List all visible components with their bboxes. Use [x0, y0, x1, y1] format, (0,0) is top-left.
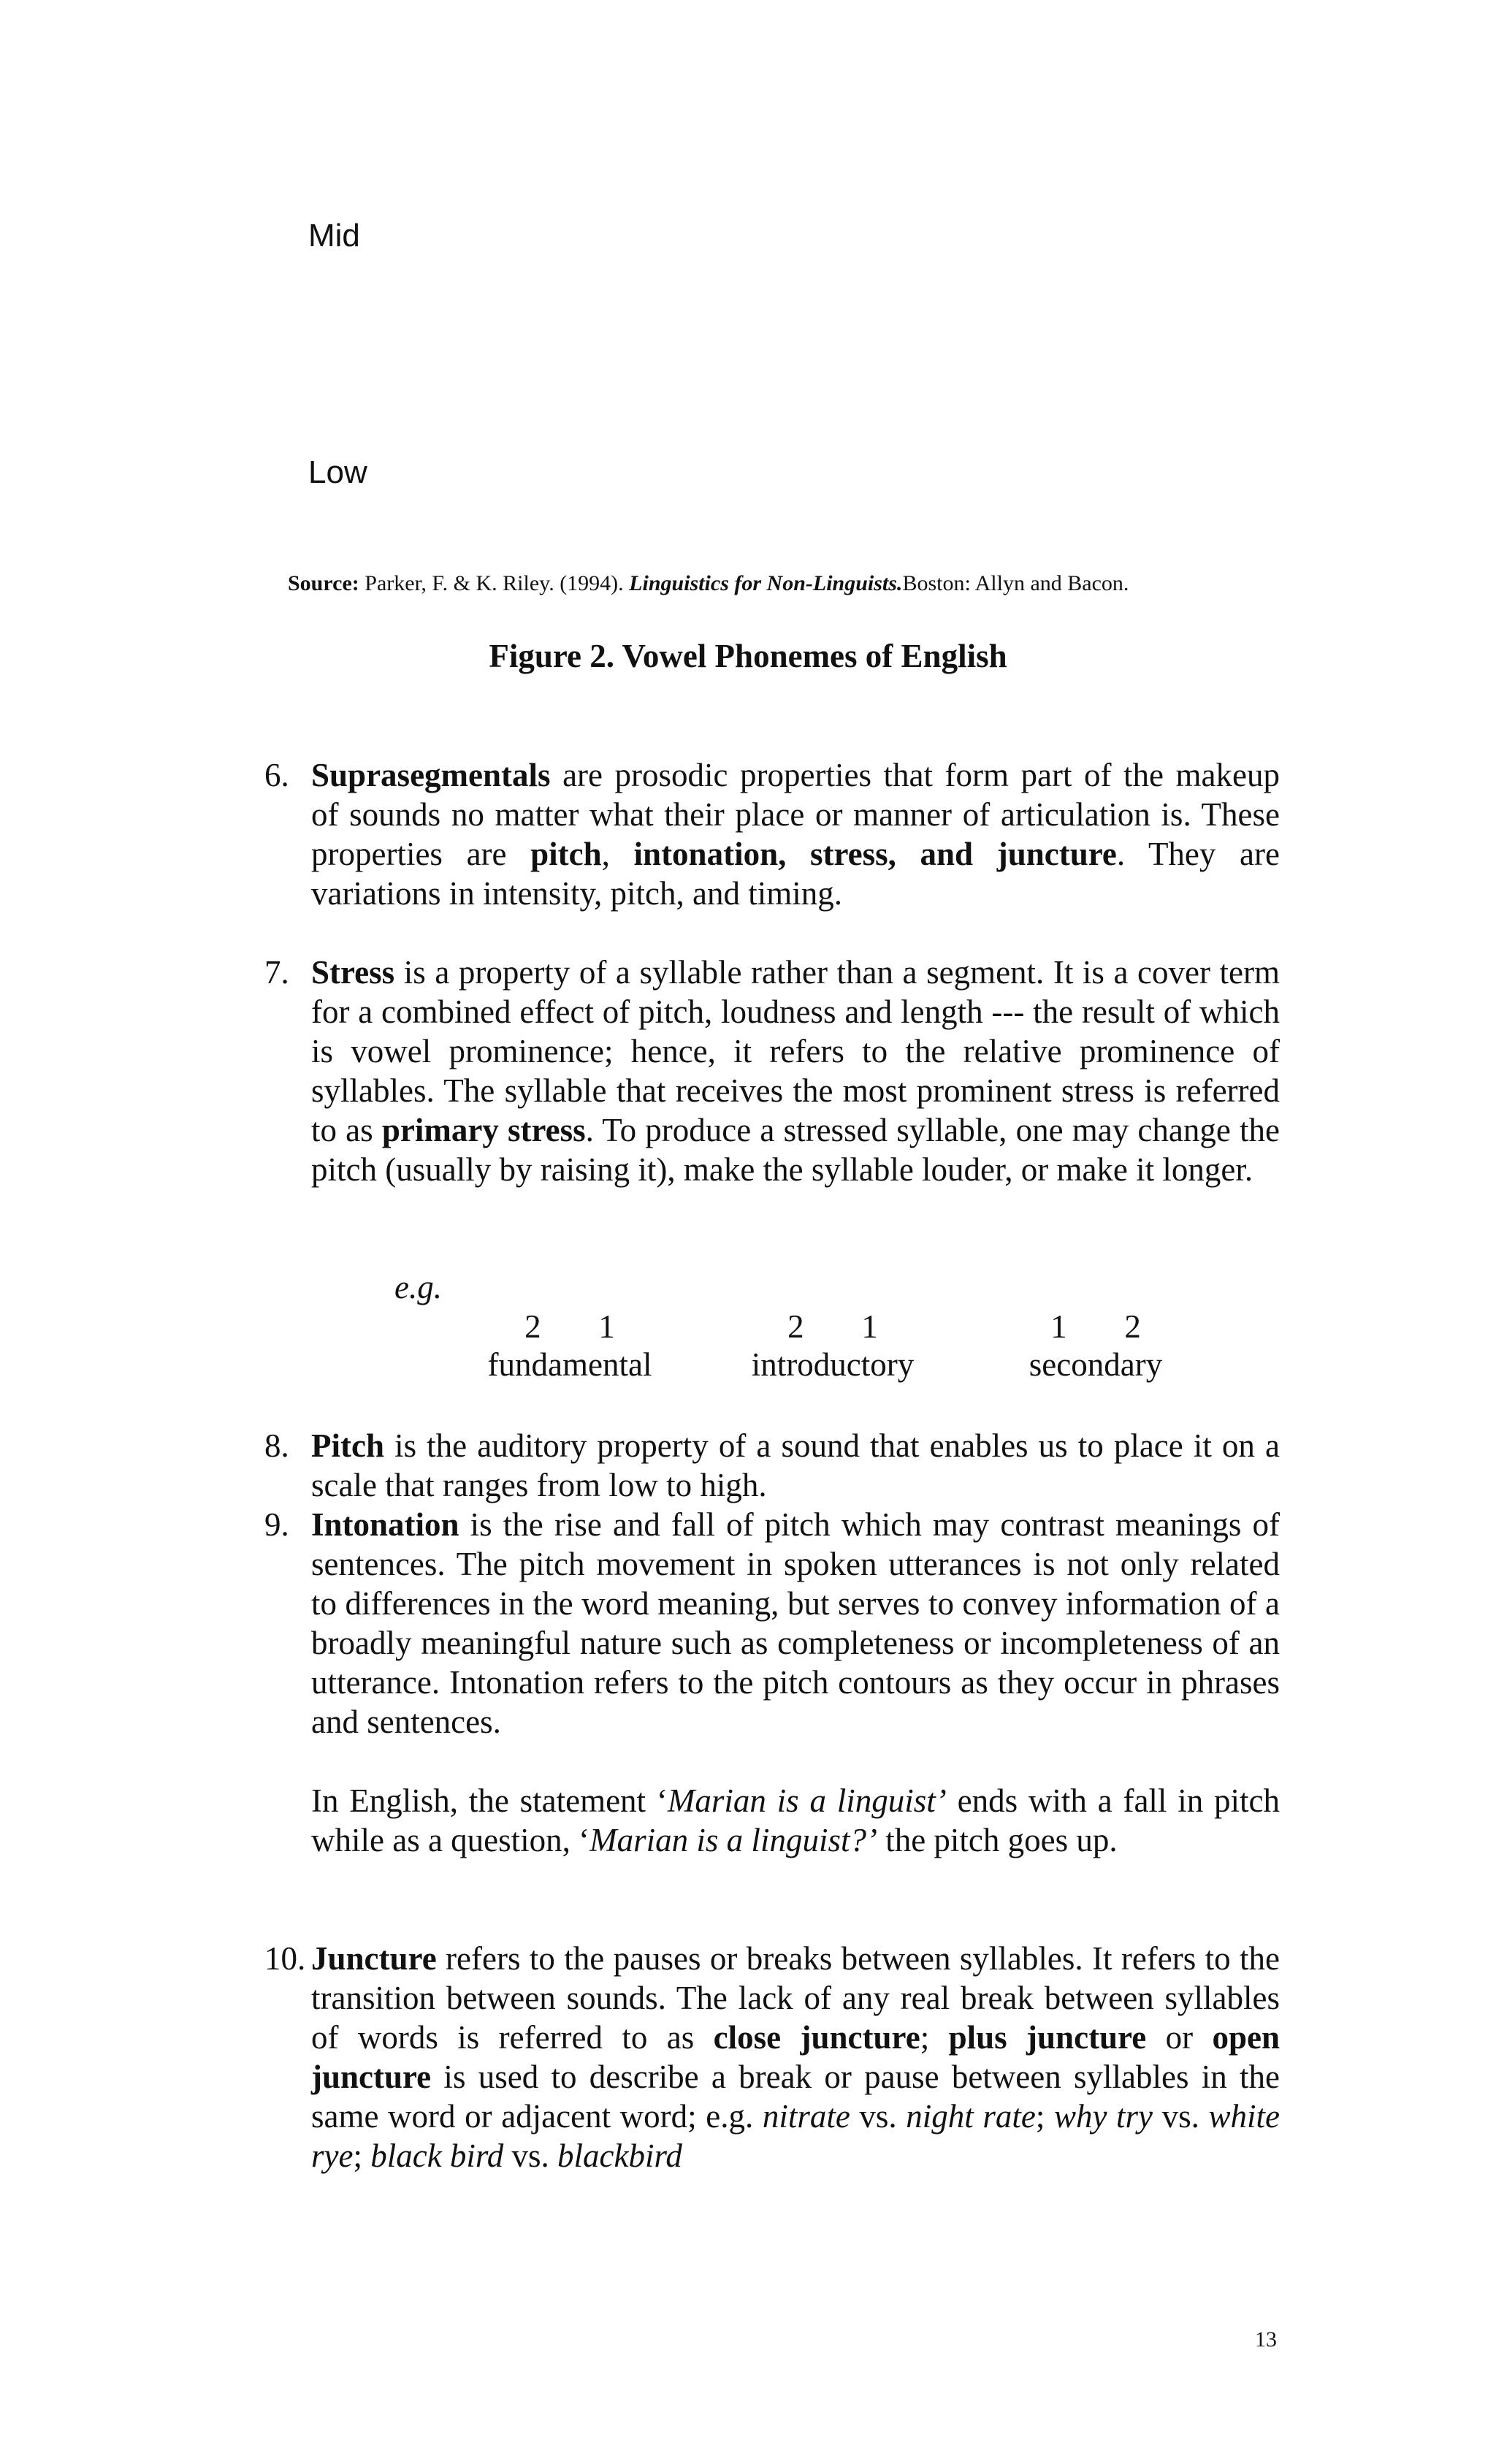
item-text: Intonation is the rise and fall of pitch which may contrast meanings of sentences. The pitch movement in spoken utterances is not only related to differences in the word meaning, but serves to convey information of a broadly meaningful nature such as completeness or incompleteness of an utterance. Intonation refers to the pitch contours as they occur in phrases and sentences.: [311, 1506, 1280, 1740]
intonation-example: In English, the statement ‘Marian is a linguist’ ends with a fall in pitch while as a question, ‘Marian is a linguist?’ the pitch goes up.: [311, 1782, 1281, 1858]
stress-example-1: [482, 1308, 657, 1384]
item-text: Juncture refers to the pauses or breaks between syllables. It refers to the transition between sounds. The lack of any real break between syllables of words is referred to as close juncture; plus juncture or open juncture is used to describe a break or pause between syllables in the same word or adjacent word; e.g. nitrate vs. night rate; why try vs. white rye; black bird vs. blackbird: [311, 1940, 1280, 2174]
item-text: Pitch is the auditory property of a sound that enables us to place it on a scale that ranges from low to high.: [311, 1427, 1280, 1503]
list-item-7: [264, 953, 1280, 1189]
example-label: e.g.: [394, 1269, 442, 1305]
item-text: Suprasegmentals are prosodic properties that form part of the makeup of sounds no matter what their place or manner of articulation is. These properties are pitch, intonation, stress, and juncture. They are variations in intensity, pitch, and timing.: [311, 757, 1280, 912]
list-item-6: [264, 755, 1280, 913]
chart-label-mid: Mid: [308, 218, 360, 253]
source-authors: Parker, F. & K. Riley. (1994).: [365, 571, 624, 595]
figure-caption: Figure 2. Vowel Phonemes of English: [489, 638, 1007, 674]
term: Juncture: [311, 1940, 437, 1977]
stress-word: fundamental: [487, 1346, 652, 1383]
term: Pitch: [311, 1427, 384, 1464]
list-item-10: [264, 1939, 1280, 2175]
item-number: 7.: [264, 954, 289, 991]
stress-word: introductory: [751, 1346, 915, 1383]
source-publisher: Boston: Allyn and Bacon.: [902, 571, 1129, 595]
stress-example-2: [745, 1308, 920, 1384]
list-item-9: [264, 1505, 1280, 1860]
figure-source: [288, 571, 1129, 596]
stress-example-3: [1008, 1308, 1183, 1384]
list-item-8: [264, 1426, 1280, 1505]
item-number: 9.: [264, 1506, 289, 1543]
page-number: 13: [1255, 2327, 1277, 2352]
stress-marks: 2 1: [524, 1308, 615, 1345]
term: Suprasegmentals: [311, 757, 551, 793]
term: Stress: [311, 954, 395, 991]
stress-marks: 2 1: [787, 1308, 878, 1345]
stress-marks: 1 2: [1050, 1308, 1141, 1345]
term: Intonation: [311, 1506, 459, 1543]
stress-word: secondary: [1028, 1346, 1163, 1383]
item-text: Stress is a property of a syllable rather than a segment. It is a cover term for a combined effect of pitch, loudness and length --- the result of which is vowel prominence; hence, it refers to the relative prominence of syllables. The syllable that receives the most prominent stress is referred to as primary stress. To produce a stressed syllable, one may change the pitch (usually by raising it), make the syllable louder, or make it longer.: [311, 954, 1280, 1188]
chart-label-low: Low: [308, 454, 367, 490]
source-label: Source:: [288, 571, 359, 595]
source-book: Linguistics for Non-Linguists.: [629, 571, 903, 595]
item-number: 10.: [264, 1940, 306, 1977]
item-number: 6.: [264, 757, 289, 793]
item-number: 8.: [264, 1427, 289, 1464]
